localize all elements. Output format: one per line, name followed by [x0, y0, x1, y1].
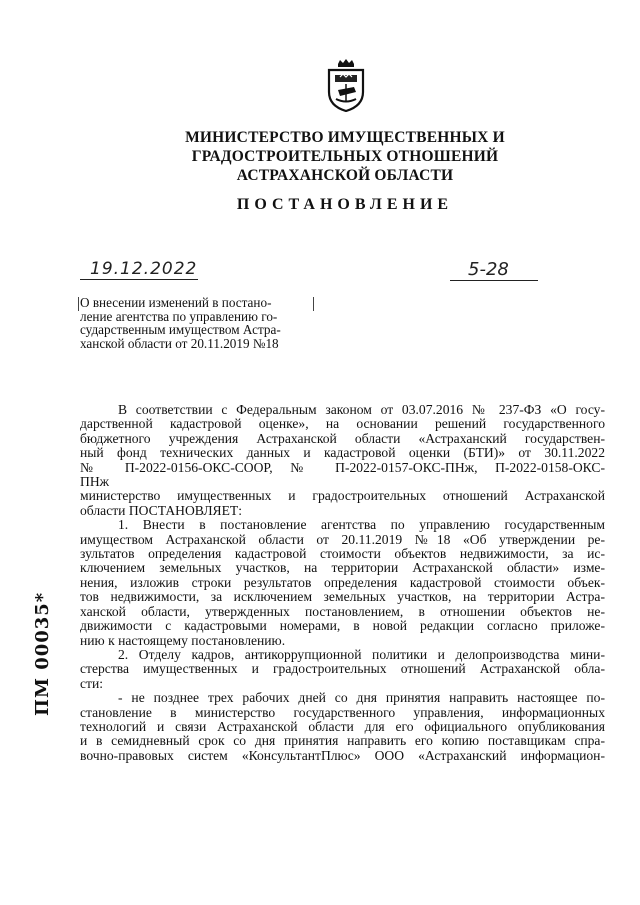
body-line: стерства имущественных и градостроительных отношений Астраханской обла-: [80, 661, 605, 677]
subject-line: ханской области от 20.11.2019 №18: [80, 335, 279, 351]
subject-line: О внесении изменений в постано-: [80, 295, 272, 310]
document-subject: [80, 296, 320, 350]
document-body: [80, 403, 605, 763]
body-line: технологий и связи Астраханской области для его официального опубликования: [80, 718, 605, 734]
body-line: вочно-правовых систем «КонсультантПлюс» ООО «Астраханский информацион-: [80, 747, 605, 763]
ministry-line: ГРАДОСТРОИТЕЛЬНЫХ ОТНОШЕНИЙ: [191, 148, 499, 165]
body-line: - не позднее трех рабочих дней со дня принятия направить настоящее по-: [118, 690, 605, 706]
subject-corner-mark: [78, 297, 79, 311]
subject-line: сударственным имуществом Астра-: [80, 322, 281, 338]
number-underline: [450, 280, 538, 281]
subject-line: ление агентства по управлению го-: [80, 308, 278, 324]
body-line: ный фонд технических данных и кадастровой оценки (БТИ)» от 30.11.2022: [80, 445, 605, 461]
body-line: зультатов определения кадастровой стоимости объектов недвижимости, за ис-: [80, 546, 605, 562]
date-underline: [80, 279, 198, 280]
ministry-name: [150, 128, 540, 185]
body-line: ханской области, утвержденных постановлением, в отношении объектов не-: [80, 603, 605, 619]
body-line: сти:: [80, 675, 104, 691]
body-line: 2. Отделу кадров, антикоррупционной политики и делопроизводства мини-: [118, 646, 605, 662]
body-line: и в семидневный срок со дня принятия направить его копию поставщикам спра-: [80, 733, 605, 749]
ministry-line: МИНИСТЕРСТВО ИМУЩЕСТВЕННЫХ И: [185, 129, 505, 146]
document-number: 5-28: [468, 259, 509, 280]
ministry-line: АСТРАХАНСКОЙ ОБЛАСТИ: [236, 167, 454, 184]
astrakhan-coat-of-arms-icon: [326, 58, 366, 112]
body-line: В соответствии с Федеральным законом от 03.07.2016 № 237-ФЗ «О госу-: [118, 402, 605, 417]
body-line: имуществом Астраханской области от 20.11.2019 №18 «Об утверждении ре-: [80, 531, 605, 547]
body-line: ключением земельных участков, на территории Астраханской области» изме-: [80, 560, 605, 576]
body-line: тов недвижимости, за исключением земельных участков, на территории Астра-: [80, 589, 605, 605]
body-line: нию к настоящему постановлению.: [80, 632, 286, 648]
body-line: нения, изложив строки результатов определения кадастровой стоимости объек-: [80, 574, 605, 590]
body-line: № П-2022-0156-ОКС-СООР, № П-2022-0157-ОКС-ПНж, П-2022-0158-ОКС-: [80, 459, 605, 475]
document-type-title: ПОСТАНОВЛЕНИЕ: [236, 196, 454, 213]
side-stamp: ПМ 00035*: [32, 591, 53, 716]
body-line: министерство имущественных и градостроительных отношений Астраханской: [80, 488, 605, 504]
body-line: области ПОСТАНОВЛЯЕТ:: [80, 502, 243, 518]
body-line: бюджетного учреждения Астраханской области «Астраханский государствен-: [80, 430, 605, 446]
body-line: ПНж: [80, 474, 110, 490]
body-line: становление в министерство государственного управления, информационных: [80, 704, 605, 720]
body-line: дарственной кадастровой оценке», на основании решений государственного: [80, 416, 605, 432]
document-date: 19.12.2022: [90, 259, 198, 279]
body-line: движимости с кадастровыми номерами, в новой редакции согласно приложе-: [80, 618, 605, 634]
body-line: 1. Внести в постановление агентства по управлению государственным: [118, 517, 605, 533]
